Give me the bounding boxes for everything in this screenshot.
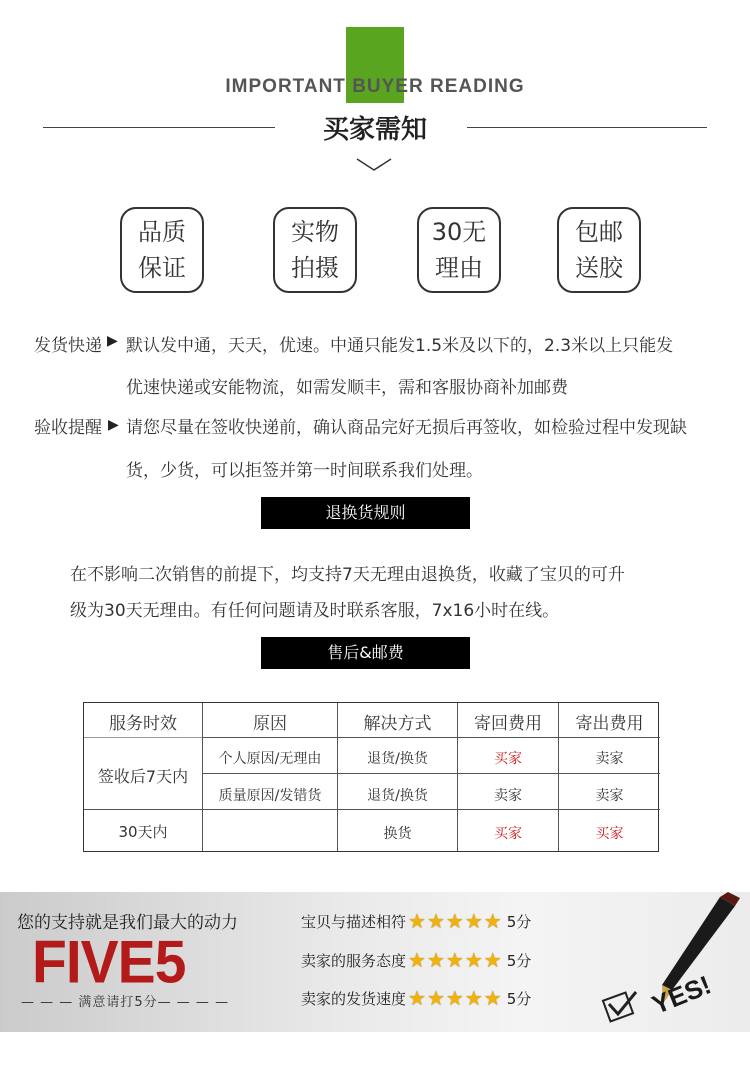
aftersale-title-bar: 售后&邮费	[261, 637, 470, 669]
rating-score: 5分	[506, 912, 532, 931]
star-icon: ★	[426, 948, 445, 972]
badge-line: 30无	[431, 218, 487, 246]
star-icon: ★	[445, 986, 464, 1010]
arrow-right-icon: ▶	[107, 333, 118, 349]
chevron-down-icon	[356, 158, 392, 172]
yes-text: YES!	[647, 969, 716, 1020]
star-icon: ★	[464, 948, 483, 972]
star-rating	[408, 988, 503, 1008]
shipping-text-line2: 优速快递或安能物流，如需发顺丰，需和客服协商补加邮费	[126, 378, 568, 398]
badge-line: 品质	[138, 218, 186, 246]
star-icon: ★	[464, 986, 483, 1010]
table-divider	[202, 737, 660, 738]
table-cell-reason: 个人原因/无理由	[218, 751, 322, 767]
arrow-right-icon: ▶	[108, 417, 119, 433]
returns-text-line1: 在不影响二次销售的前提下，均支持7天无理由退换货，收藏了宝贝的可升	[70, 565, 625, 585]
table-cell-period: 签收后7天内	[97, 767, 189, 786]
yes-checkbox-graphic	[600, 892, 750, 1032]
returns-title-bar: 退换货规则	[261, 497, 470, 529]
inspection-label: 验收提醒	[34, 418, 102, 438]
rating-row	[301, 986, 531, 1010]
rating-row	[301, 948, 531, 972]
badge-line: 保证	[138, 254, 186, 282]
table-cell-return-fee: 卖家	[494, 788, 522, 804]
checkbox-icon	[603, 992, 636, 1021]
badge-free-shipping	[557, 207, 641, 293]
aftersale-table	[83, 702, 659, 852]
support-text: 您的支持就是我们最大的动力	[17, 913, 238, 933]
badge-line: 送胶	[575, 254, 623, 282]
table-header: 寄回费用	[474, 714, 542, 734]
shipping-text-line1: 默认发中通，天天，优速。中通只能发1.5米及以下的，2.3米以上只能发	[126, 336, 674, 356]
star-icon: ★	[483, 909, 502, 933]
shipping-label: 发货快递	[34, 336, 102, 356]
table-header: 原因	[253, 714, 287, 734]
rating-score: 5分	[506, 989, 532, 1008]
table-header: 解决方式	[363, 714, 432, 734]
header-en-title: IMPORTANT BUYER READING	[225, 76, 525, 97]
returns-text-line2: 级为30天无理由。有任何问题请及时联系客服，7x16小时在线。	[70, 601, 560, 621]
star-icon: ★	[408, 948, 426, 972]
inspection-text-line2: 货，少货，可以拒签并第一时间联系我们处理。	[126, 461, 483, 481]
badge-line: 拍摄	[291, 254, 339, 282]
star-rating	[408, 911, 503, 931]
table-cell-send-fee: 卖家	[595, 751, 624, 767]
table-cell-solution: 退货/换货	[367, 751, 428, 767]
table-header: 服务时效	[109, 714, 177, 734]
star-icon: ★	[483, 948, 502, 972]
table-cell-return-fee: 买家	[494, 751, 522, 767]
star-icon: ★	[445, 948, 464, 972]
badge-line: 包邮	[575, 218, 623, 246]
star-icon: ★	[445, 909, 464, 933]
badge-line: 理由	[435, 254, 483, 282]
rating-score: 5分	[506, 951, 532, 970]
badge-30-days	[417, 207, 501, 293]
star-icon: ★	[464, 909, 483, 933]
badge-quality	[120, 207, 204, 293]
rating-label: 卖家的发货速度	[301, 989, 407, 1008]
star-icon: ★	[426, 986, 445, 1010]
table-cell-solution: 退货/换货	[367, 788, 428, 804]
table-cell-return-fee: 买家	[494, 826, 522, 842]
star-icon: ★	[426, 909, 445, 933]
star-icon: ★	[483, 986, 502, 1010]
table-cell-send-fee: 卖家	[595, 788, 624, 804]
table-divider	[202, 773, 660, 774]
star-rating	[408, 950, 503, 970]
table-divider	[84, 809, 660, 810]
badge-real-photo	[273, 207, 357, 293]
table-cell-solution: 换货	[383, 826, 412, 842]
five-logo-text: FIVE5	[32, 929, 186, 997]
table-cell-send-fee: 买家	[595, 826, 624, 842]
table-cell-period: 30天内	[118, 823, 168, 841]
table-header: 寄出费用	[575, 714, 644, 734]
page-title: 买家需知	[322, 115, 427, 145]
rating-row	[301, 909, 531, 933]
rating-label: 卖家的服务态度	[301, 951, 407, 970]
table-cell-reason: 质量原因/发错货	[218, 788, 322, 804]
star-icon: ★	[408, 986, 426, 1010]
star-icon: ★	[408, 909, 426, 933]
rating-request-text: — — — 满意请打5分— — — —	[21, 995, 230, 1010]
inspection-text-line1: 请您尽量在签收快递前，确认商品完好无损后再签收，如检验过程中发现缺	[126, 418, 687, 438]
table-divider	[84, 737, 202, 738]
rating-label: 宝贝与描述相符	[301, 912, 407, 931]
badge-line: 实物	[291, 218, 339, 246]
